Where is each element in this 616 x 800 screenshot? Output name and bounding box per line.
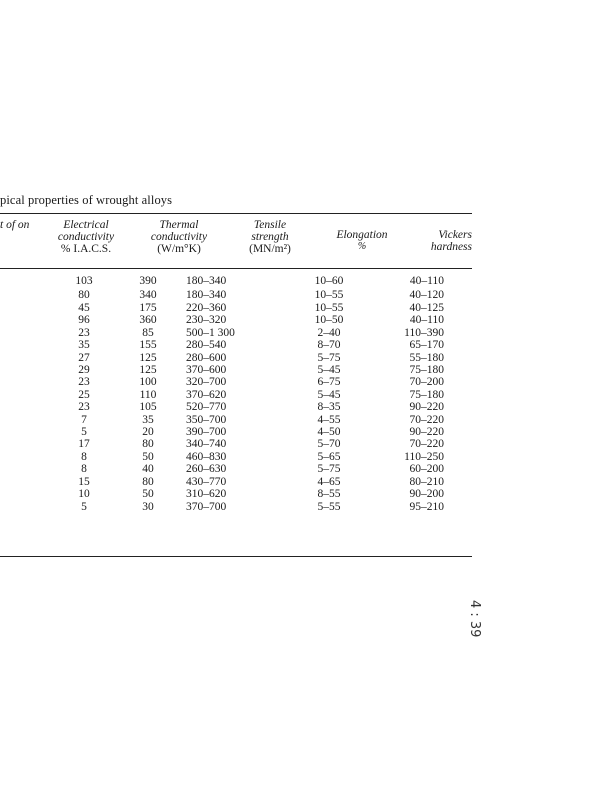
table-cell: 55–180 <box>409 351 444 364</box>
header-col1-line2: conductivity <box>57 231 115 243</box>
table-cell: 80 <box>142 475 154 488</box>
page-number: 4 : 39 <box>467 600 482 638</box>
table-cell: 8–70 <box>317 339 341 352</box>
cell-value: 8 <box>81 463 87 476</box>
table-cell: 340–740 <box>186 438 227 451</box>
table-row <box>0 426 444 438</box>
table-cell: 370–700 <box>186 500 227 513</box>
table-cell: 10–60 <box>314 274 344 287</box>
table-cell: 5–70 <box>317 438 341 451</box>
table-cell <box>0 274 110 288</box>
table-cell <box>0 376 110 388</box>
cell-value: 5 <box>81 426 87 439</box>
cell-value: 23 <box>78 401 90 414</box>
table-cell: 155 <box>139 339 157 352</box>
table-cell: 40–110 <box>409 274 444 287</box>
table-cell: 390–700 <box>186 426 227 439</box>
table-row <box>0 401 444 413</box>
table-cell <box>0 488 110 500</box>
table-cell: 8–55 <box>317 488 341 501</box>
table-body <box>0 274 444 513</box>
table-row <box>0 339 444 351</box>
header-col0-line2: on <box>17 219 30 231</box>
table-cell: 40–120 <box>409 288 444 301</box>
table-cell: 5–45 <box>317 364 341 377</box>
table-row <box>0 376 444 388</box>
table-row <box>0 302 444 314</box>
table-cell: 80–210 <box>409 475 444 488</box>
table-cell: 370–600 <box>186 364 227 377</box>
table-cell <box>0 501 110 513</box>
cell-value: 25 <box>78 388 90 401</box>
cell-value: 35 <box>78 339 90 352</box>
table-row <box>0 314 444 326</box>
header-col4-line1: Elongation <box>336 229 388 241</box>
table-cell <box>0 339 110 351</box>
cell-value: 80 <box>78 288 90 301</box>
table-cell: 460–830 <box>186 450 227 463</box>
table-row <box>0 501 444 513</box>
table-row <box>0 463 444 475</box>
table-cell <box>0 426 110 438</box>
table-cell: 125 <box>139 364 157 377</box>
cell-value: 103 <box>75 274 93 287</box>
table-row <box>0 488 444 500</box>
table-cell: 430–770 <box>186 475 227 488</box>
table-cell <box>0 327 110 339</box>
table-cell: 70–220 <box>409 438 444 451</box>
header-col2-line2: conductivity <box>150 231 208 243</box>
table-cell <box>0 302 110 314</box>
table-cell: 10–55 <box>314 288 344 301</box>
header-rule <box>0 268 472 269</box>
header-elongation <box>326 229 398 253</box>
bottom-rule <box>0 556 472 557</box>
table-cell: 230–320 <box>186 314 227 327</box>
table-cell: 90–220 <box>409 401 444 414</box>
table-cell: 370–620 <box>186 388 227 401</box>
table-cell: 10–55 <box>314 302 344 314</box>
table-cell <box>0 314 110 326</box>
table-cell: 260–630 <box>186 463 227 476</box>
table-cell: 110–390 <box>404 326 444 339</box>
table-cell: 360 <box>139 314 157 327</box>
table-cell: 175 <box>139 302 157 314</box>
table-cell: 75–180 <box>409 388 444 401</box>
table-cell: 85 <box>142 326 154 339</box>
table-cell: 100 <box>139 376 157 389</box>
table-cell: 105 <box>139 401 157 414</box>
table-cell: 60–200 <box>409 463 444 476</box>
table-cell: 125 <box>139 351 157 364</box>
cell-value: 8 <box>81 450 87 463</box>
table-row <box>0 476 444 488</box>
table-cell: 280–540 <box>186 339 227 352</box>
table-cell: 70–200 <box>409 376 444 389</box>
table-cell: 95–210 <box>409 500 444 513</box>
cell-value: 23 <box>78 326 90 339</box>
header-col0 <box>0 219 29 231</box>
table-cell: 500–1 300 <box>186 326 235 339</box>
table-cell: 40 <box>142 463 154 476</box>
table-cell: 65–170 <box>409 339 444 352</box>
table-cell: 50 <box>142 488 154 501</box>
table-cell: 35 <box>142 413 154 426</box>
header-col3-line1: Tensile <box>253 219 287 231</box>
table-cell: 90–220 <box>409 426 444 439</box>
cell-value: 15 <box>78 475 90 488</box>
table-cell: 320–700 <box>186 376 227 389</box>
header-col3-line2: strength <box>251 231 289 243</box>
table-cell: 390 <box>139 274 157 287</box>
cell-value: 45 <box>78 302 90 314</box>
table-caption: pical properties of wrought alloys <box>0 193 173 207</box>
header-col2-line3: (W/m°K) <box>157 243 201 255</box>
table-row <box>0 451 444 463</box>
header-col5-line2: hardness <box>430 241 472 253</box>
table-cell: 310–620 <box>186 488 227 501</box>
table-cell <box>0 352 110 364</box>
table-cell: 40–110 <box>409 314 444 327</box>
header-col2-line1: Thermal <box>159 219 199 231</box>
table-cell: 90–200 <box>409 488 444 501</box>
table-cell <box>0 438 110 450</box>
table-cell: 340 <box>139 288 157 301</box>
header-vickers-hardness <box>416 229 472 253</box>
table-cell: 50 <box>142 450 154 463</box>
top-rule <box>0 213 472 214</box>
cell-value: 17 <box>78 438 90 451</box>
table-cell: 280–600 <box>186 351 227 364</box>
table-row <box>0 274 444 288</box>
header-col0-line1: t of <box>0 219 16 231</box>
table-row <box>0 352 444 364</box>
table-cell: 4–65 <box>317 475 341 488</box>
table-cell <box>0 414 110 426</box>
table-cell: 30 <box>142 500 154 513</box>
table-cell: 5–75 <box>317 351 341 364</box>
table-row <box>0 389 444 401</box>
table-cell: 6–75 <box>317 376 341 389</box>
table-cell: 4–50 <box>317 426 341 439</box>
cell-value: 23 <box>78 376 90 389</box>
table-cell: 70–220 <box>409 413 444 426</box>
table-cell <box>0 389 110 401</box>
table-row <box>0 327 444 339</box>
cell-value: 7 <box>81 413 87 426</box>
cell-value: 10 <box>78 488 90 501</box>
table-row <box>0 438 444 450</box>
header-thermal-conductivity <box>140 219 218 255</box>
table-cell <box>0 401 110 413</box>
table-cell: 5–75 <box>317 463 341 476</box>
table-cell: 80 <box>142 438 154 451</box>
header-col5-line1: Vickers <box>438 229 472 241</box>
table-cell: 5–55 <box>317 500 341 513</box>
table-cell: 10–50 <box>314 314 344 327</box>
table-cell: 110 <box>139 388 157 401</box>
table-cell <box>0 364 110 376</box>
table-cell: 40–125 <box>409 302 444 314</box>
table-cell: 5–65 <box>317 450 341 463</box>
table-cell <box>0 463 110 475</box>
table-cell: 110–250 <box>404 450 444 463</box>
cell-value: 29 <box>78 364 90 377</box>
cell-value: 5 <box>81 500 87 513</box>
header-col1-line1: Electrical <box>63 219 109 231</box>
table-cell: 2–40 <box>317 326 341 339</box>
table-cell: 8–35 <box>317 401 341 414</box>
table-cell: 20 <box>142 426 154 439</box>
header-col4-line2: % <box>357 241 367 252</box>
table-cell <box>0 288 110 302</box>
header-col3-line3: (MN/m²) <box>249 243 291 255</box>
table-cell: 75–180 <box>409 364 444 377</box>
table-row <box>0 414 444 426</box>
table-row <box>0 288 444 302</box>
table-cell: 350–700 <box>186 413 227 426</box>
cell-value: 96 <box>78 314 90 327</box>
header-col1-line3: % I.A.C.S. <box>60 243 112 255</box>
table-cell: 4–55 <box>317 413 341 426</box>
cell-value: 27 <box>78 351 90 364</box>
table-cell: 180–340 <box>186 288 227 301</box>
table-row <box>0 364 444 376</box>
table-cell: 220–360 <box>186 302 227 314</box>
header-tensile-strength <box>236 219 304 255</box>
table-cell: 520–770 <box>186 401 227 414</box>
table-cell: 180–340 <box>186 274 227 287</box>
alloy-properties-table <box>0 274 444 513</box>
header-electrical-conductivity <box>44 219 128 255</box>
table-cell <box>0 451 110 463</box>
table-cell: 5–45 <box>317 388 341 401</box>
table-cell <box>0 476 110 488</box>
